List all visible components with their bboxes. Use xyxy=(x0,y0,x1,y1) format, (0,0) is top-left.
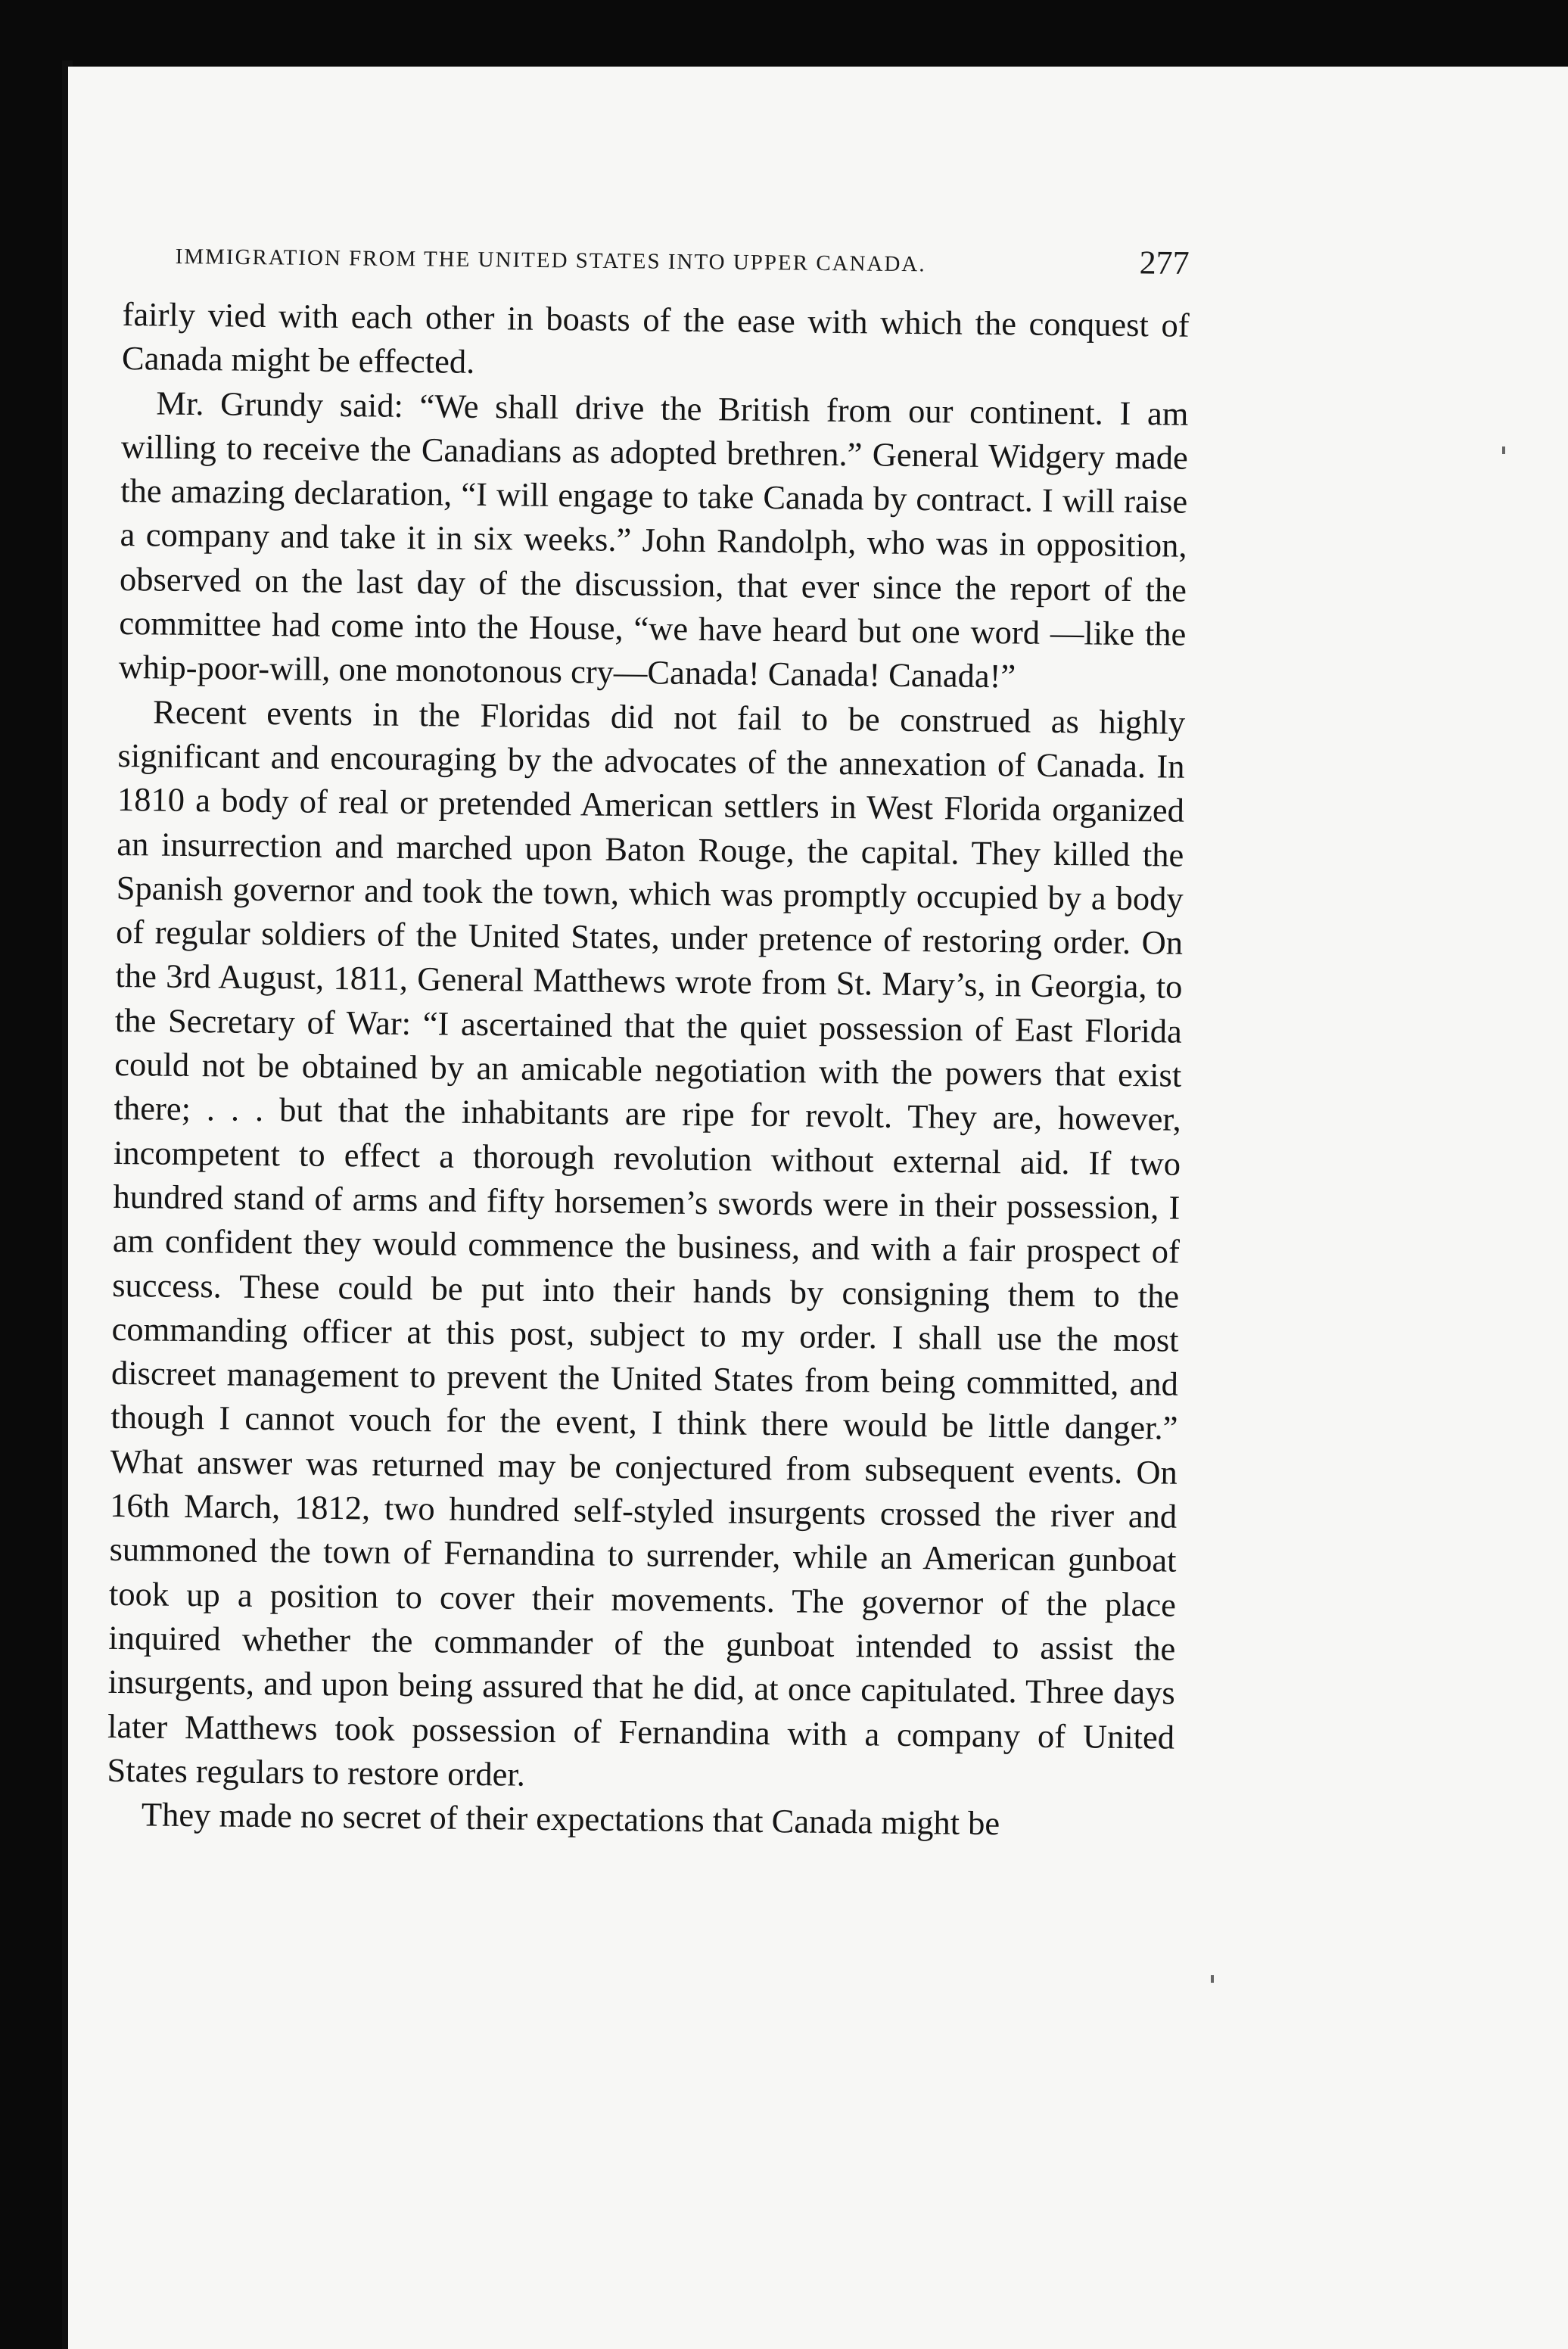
paragraph-4: They made no secret of their expectations that Canada might be xyxy=(141,1795,1000,1843)
stray-mark xyxy=(1502,446,1505,454)
body-text xyxy=(107,292,1190,1847)
paragraph-2: Mr. Grundy said: “We shall drive the British from our continent. I am willing to receive the Canadians as adopted brethren.” General Widgery made the amazing declaration, “I will engage to take Canada by contract. I will raise a company and take it in six weeks.” John Randolph, who was in opposition, observed on the last day of the discussion, that ever since the report of the committee had come into the House, “we have heard but one word —like the whip-poor-will, one monotonous cry—Canada! Canada! Canada!” xyxy=(118,384,1189,695)
page-number: 277 xyxy=(1139,244,1190,282)
paragraph-1: fairly vied with each other in boasts of the ease with which the conquest of Canada might be effected. xyxy=(121,294,1190,381)
stray-mark xyxy=(1211,1975,1214,1983)
running-head-title: IMMIGRATION FROM THE UNITED STATES INTO UPPER CANADA. xyxy=(175,244,926,277)
paragraph-3: Recent events in the Floridas did not fail to be construed as highly significant and encouraging by the advocates of the annexation of Canada. In 1810 a body of real or pretended American settlers in West Florida organized an insurrection and marched upon Baton Rouge, the capital. They killed the Spanish governor and took the town, which was promptly occupied by a body of regular soldiers of the United States, under pretence of restoring order. On the 3rd August, 1811, General Matthews wrote from St. Mary’s, in Georgia, to the Secretary of War: “I ascertained that the quiet possession of East Florida could not be obtained by an amicable negotiation with the powers that exist there; . . . but that the inhabitants are ripe for revolt. They are, however, incompetent to effect a thorough revolution without external aid. If two hundred stand of arms and fifty horsemen’s swords were in their possession, I am confident they would commence the business, and with a fair prospect of success. These could be put into their hands by consigning them to the commanding officer at this post, subject to my order. I shall use the most discreet management to prevent the United States from being committed, and though I cannot vouch for the event, I think there would be little danger.” What answer was returned may be conjectured from subsequent events. On 16th March, 1812, two hundred self-styled insurgents crossed the river and summoned the town of Fernandina to surrender, while an American gunboat took up a position to cover their movements. The governor of the place inquired whether the commander of the gunboat intended to assist the insurgents, and upon being assured that he did, at once capitulated. Three days later Matthews took possession of Fernandina with a company of United States regulars to restore order. xyxy=(107,692,1186,1794)
